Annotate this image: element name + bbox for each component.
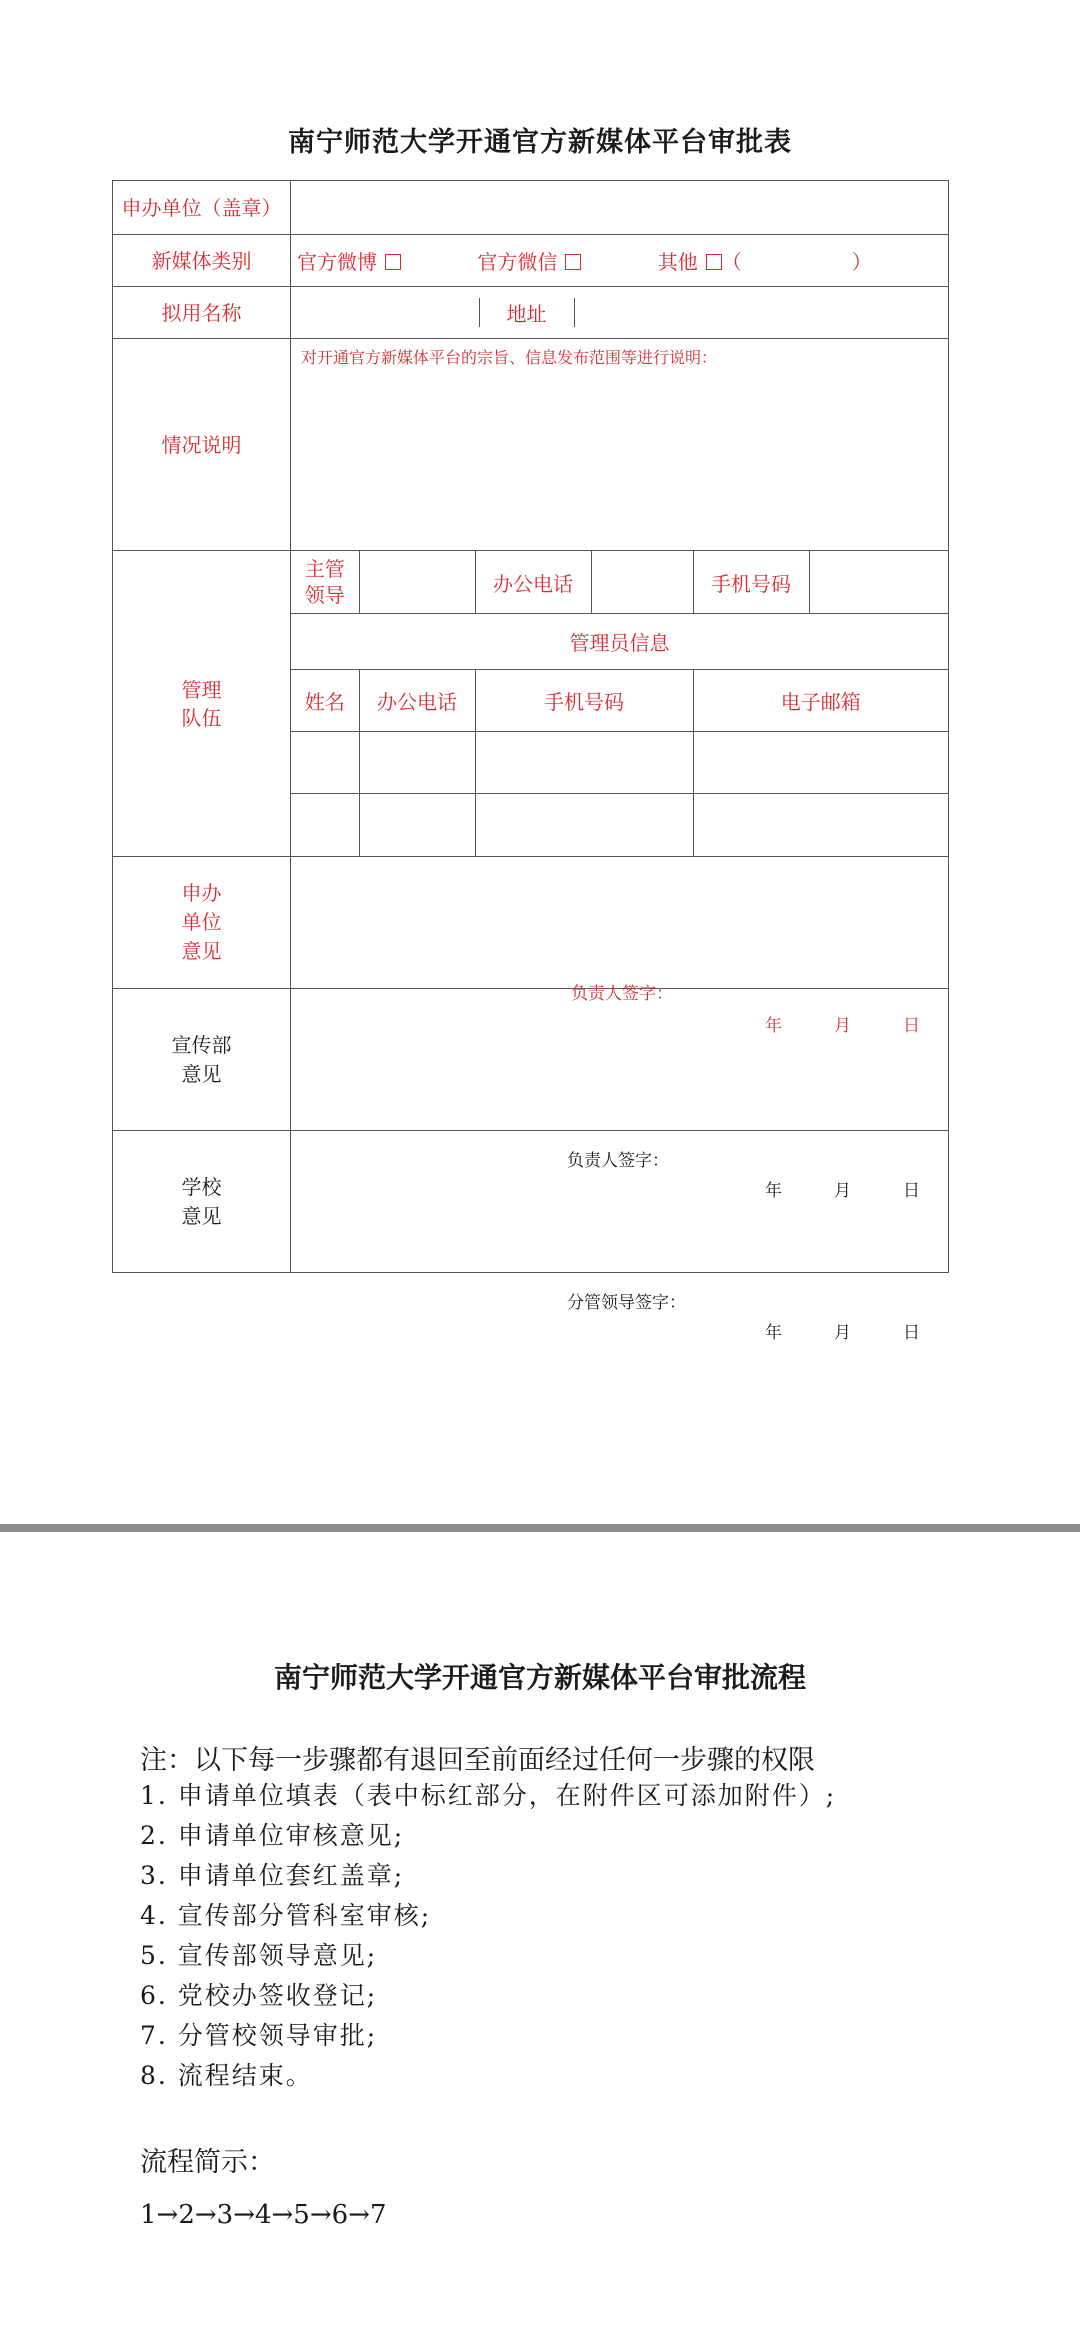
media-type-options [291,235,949,287]
applicant-unit-label: 申办单位（盖章） [113,181,291,235]
school-opinion-label: 学校意见 [113,1131,291,1273]
supervisor-mobile-label: 手机号码 [693,551,809,613]
school-sign-date: 年 月 日 [765,1322,920,1343]
approval-form-table [112,180,949,1343]
flow-brief-label: 流程简示： [140,2147,275,2178]
flow-steps [140,1776,836,2096]
supervisor-field[interactable] [359,551,475,613]
publicity-opinion-label: 宣传部意见 [113,989,291,1131]
flow-title: 南宁师范大学开通官方新媒体平台审批流程 [273,1661,806,1694]
applicant-opinion-label: 申办单位意见 [113,857,291,989]
flow-step: 7. 分管校领导审批; [140,2021,378,2050]
admin-col-mobile: 手机号码 [475,670,693,732]
supervisor-mobile-field[interactable] [809,551,948,613]
option-wechat[interactable]: 官方微信 [477,246,581,275]
admin-table [291,670,948,856]
applicant-opinion-field[interactable] [291,857,949,1036]
address-field[interactable] [574,298,948,327]
option-other[interactable]: 其他 （ ） [657,250,872,274]
admin-2-office-phone[interactable] [359,794,475,856]
admin-2-name[interactable] [291,794,359,856]
supervisor-label: 主管领导 [291,551,359,613]
applicant-unit-field[interactable] [291,181,949,235]
admin-col-email: 电子邮箱 [693,670,948,732]
other-checkbox[interactable] [706,254,722,270]
applicant-signer-label: 负责人签字： [571,983,673,1004]
flow-step: 3. 申请单位套红盖章; [140,1861,405,1890]
team-table [291,551,948,856]
team-label: 管理队伍 [113,551,291,857]
admin-1-email[interactable] [693,732,948,794]
flow-step: 1. 申请单位填表（表中标红部分，在附件区可添加附件）; [140,1781,837,1810]
admin-2-mobile[interactable] [475,794,693,856]
address-label: 地址 [479,298,574,327]
admin-info-label: 管理员信息 [291,613,948,669]
admin-col-office-phone: 办公电话 [359,670,475,732]
option-weibo[interactable]: 官方微博 [297,246,401,275]
wechat-checkbox[interactable] [565,254,581,270]
school-signer-label: 分管领导签字： [567,1292,686,1313]
flow-step: 5. 宣传部领导意见; [140,1941,378,1970]
situation-prompt: 对开通官方新媒体平台的宗旨、信息发布范围等进行说明： [301,348,718,367]
flow-step: 8. 流程结束。 [140,2061,313,2090]
admin-1-office-phone[interactable] [359,732,475,794]
flow-step: 6. 党校办签收登记; [140,1981,378,2010]
applicant-sign-date: 年 月 日 [765,1015,920,1036]
page-divider [0,1524,1080,1532]
supervisor-office-phone-label: 办公电话 [475,551,591,613]
admin-1-name[interactable] [291,732,359,794]
situation-label: 情况说明 [113,339,291,551]
situation-field[interactable] [291,339,949,551]
flow-note: 注：以下每一步骤都有退回至前面经过任何一步骤的权限 [140,1745,815,1776]
flow-brief: 1→2→3→4→5→6→7 [140,2200,387,2230]
admin-1-mobile[interactable] [475,732,693,794]
flow-step: 2. 申请单位审核意见; [140,1821,405,1850]
form-title: 南宁师范大学开通官方新媒体平台审批表 [288,127,792,158]
publicity-signer-label: 负责人签字： [567,1150,669,1171]
weibo-checkbox[interactable] [385,254,401,270]
admin-col-name: 姓名 [291,670,359,732]
media-type-label: 新媒体类别 [113,235,291,287]
supervisor-office-phone-field[interactable] [591,551,693,613]
proposed-name-label: 拟用名称 [113,287,291,339]
publicity-sign-date: 年 月 日 [765,1180,920,1201]
flow-step: 4. 宣传部分管科室审核; [140,1901,432,1930]
name-address-row [291,298,948,327]
admin-2-email[interactable] [693,794,948,856]
proposed-name-field[interactable] [291,298,479,327]
